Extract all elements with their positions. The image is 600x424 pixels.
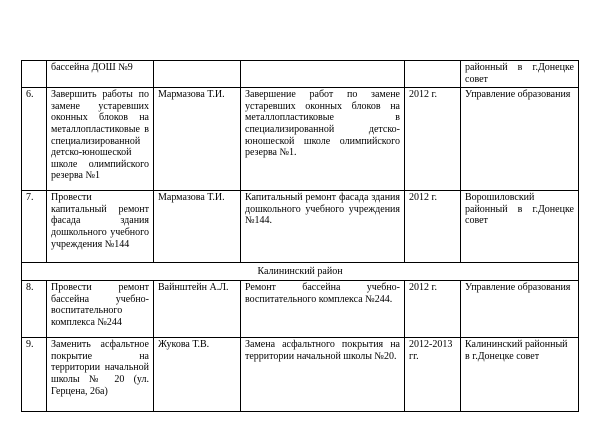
task-cell: бассейна ДОШ №9: [47, 61, 154, 88]
description-cell: Ремонт бассейна учебно-воспитательного комплекса №244.: [241, 281, 405, 338]
organization-cell: Ворошиловский районный в г.Донецке совет: [461, 191, 579, 263]
row-number: 7.: [22, 191, 47, 263]
table-row: [22, 191, 579, 263]
responsible-cell: Мармазова Т.И.: [154, 88, 241, 191]
year-cell: [405, 61, 461, 88]
table-row: [22, 281, 579, 338]
description-cell: Завершение работ по замене устаревших оконных блоков на металлопластиковые в специализированной детско-юношеской школе олимпийского резерва №1.: [241, 88, 405, 191]
responsible-cell: Мармазова Т.И.: [154, 191, 241, 263]
organization-cell: Калининский районный в г.Донецке совет: [461, 338, 579, 412]
responsible-cell: Вайнштейн А.Л.: [154, 281, 241, 338]
row-number: 6.: [22, 88, 47, 191]
year-cell: 2012 г.: [405, 281, 461, 338]
year-cell: 2012 г.: [405, 88, 461, 191]
description-cell: Замена асфальтного покрытия на территории начальной школы №20.: [241, 338, 405, 412]
row-number: [22, 61, 47, 88]
row-number: 8.: [22, 281, 47, 338]
description-cell: Капитальный ремонт фасада здания дошкольного учебного учреждения №144.: [241, 191, 405, 263]
organization-cell: районный в г.Донецке совет: [461, 61, 579, 88]
row-number: 9.: [22, 338, 47, 412]
organization-cell: Управление образования: [461, 281, 579, 338]
description-cell: [241, 61, 405, 88]
organization-cell: Управление образования: [461, 88, 579, 191]
year-cell: 2012-2013 гг.: [405, 338, 461, 412]
plan-table: [21, 60, 579, 412]
table-row: [22, 338, 579, 412]
year-cell: 2012 г.: [405, 191, 461, 263]
section-heading: Калининский район: [22, 263, 579, 281]
responsible-cell: Жукова Т.В.: [154, 338, 241, 412]
task-cell: Провести капитальный ремонт фасада здания дошкольного учебного учреждения №144: [47, 191, 154, 263]
table-row: [22, 61, 579, 88]
task-cell: Заменить асфальтное покрытие на территории начальной школы № 20 (ул. Герцена, 26а): [47, 338, 154, 412]
responsible-cell: [154, 61, 241, 88]
task-cell: Завершить работы по замене устаревших оконных блоков на металлопластиковые в специализированной детско-юношеской школе олимпийского резерва №1: [47, 88, 154, 191]
table-row: [22, 88, 579, 191]
section-row: [22, 263, 579, 281]
task-cell: Провести ремонт бассейна учебно-воспитательного комплекса №244: [47, 281, 154, 338]
